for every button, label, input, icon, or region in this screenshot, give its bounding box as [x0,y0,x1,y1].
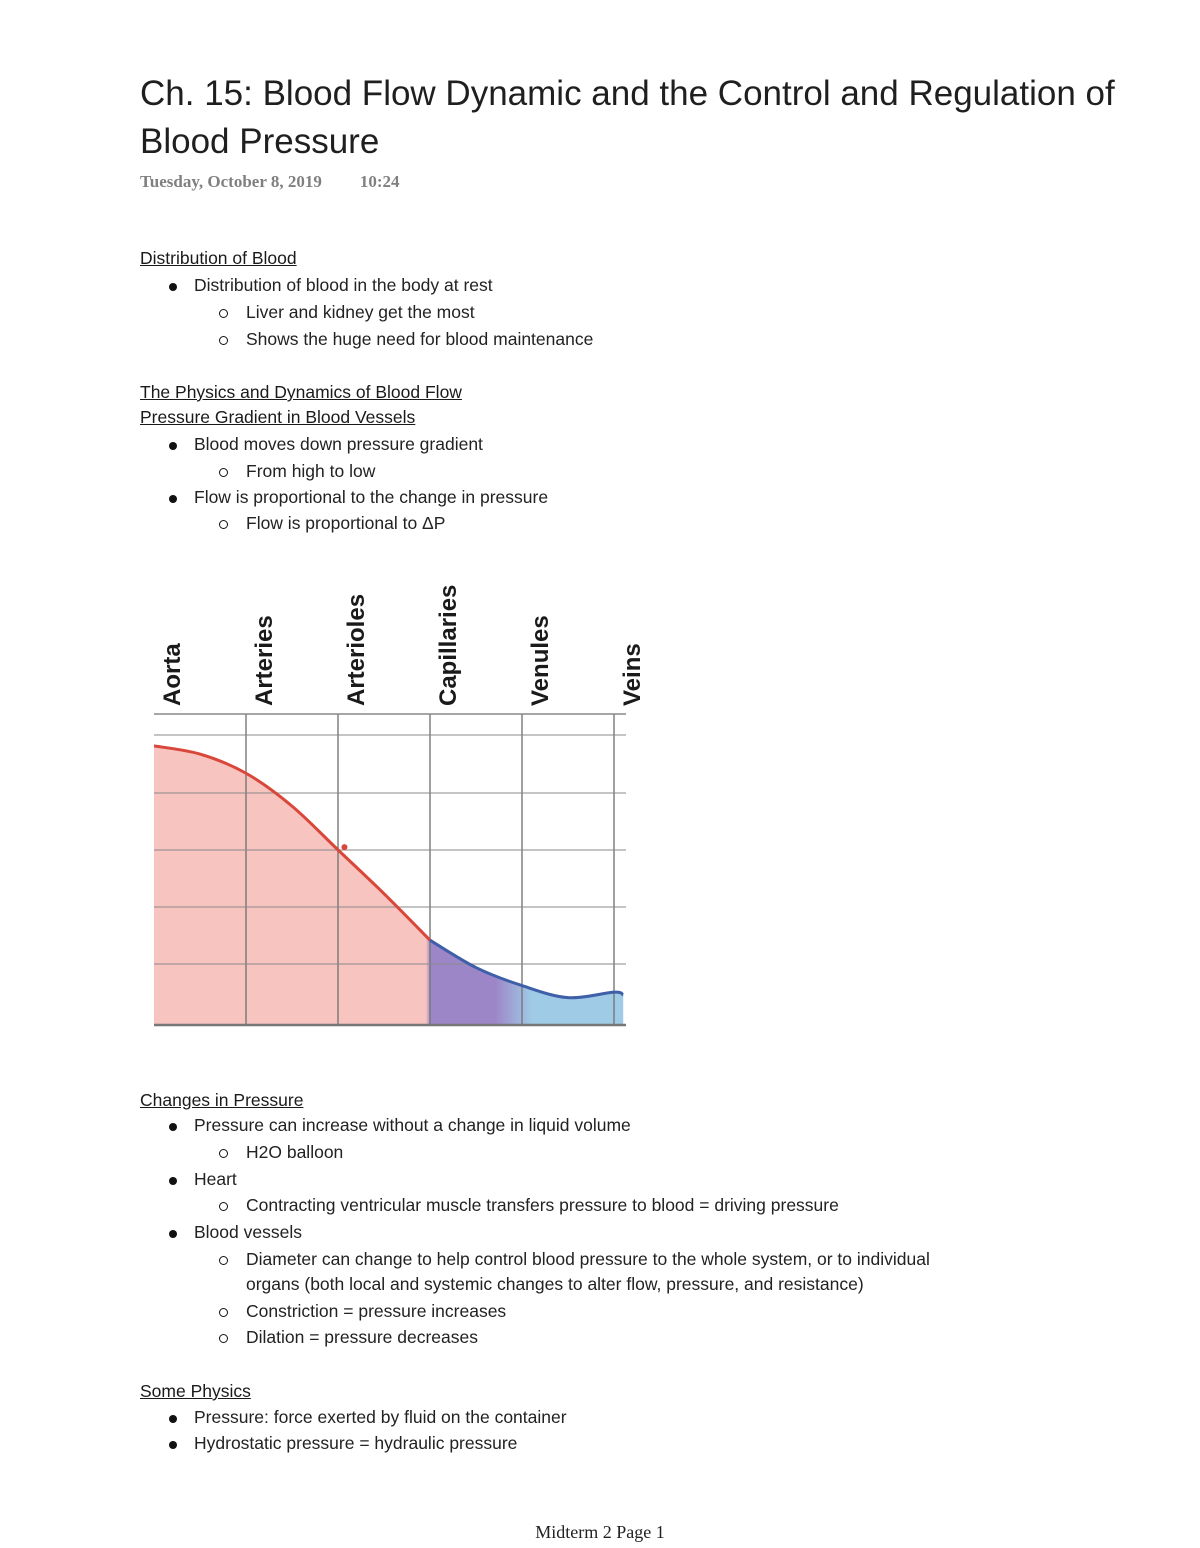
page-footer: Midterm 2 Page 1 [535,1522,665,1542]
hollow-bullet-icon [219,1308,228,1317]
heading-distribution-of-blood: Distribution of Blood [140,248,297,268]
list-item: Dilation = pressure decreases [246,1327,478,1348]
bullet-icon [169,1441,177,1449]
list-item: H2O balloon [246,1142,343,1163]
heading-some-physics: Some Physics [140,1381,251,1401]
category-label-veins: Veins [619,643,646,706]
category-label-arterioles: Arterioles [343,593,370,706]
page-title: Ch. 15: Blood Flow Dynamic and the Control and Regulation of Blood Pressure [140,74,1115,161]
hollow-bullet-icon [219,336,228,345]
list-item: Blood vessels [194,1222,302,1243]
category-label-arteries: Arteries [251,615,278,706]
heading-pressure-gradient: Pressure Gradient in Blood Vessels [140,407,416,427]
list-item: Diameter can change to help control blood pressure to the whole system, or to individual [246,1249,930,1270]
red-dot-marker [341,844,347,850]
hollow-bullet-icon [219,468,228,477]
list-item: From high to low [246,461,375,482]
category-label-capillaries: Capillaries [435,584,462,706]
hollow-bullet-icon [219,520,228,529]
list-item: Shows the huge need for blood maintenance [246,329,593,350]
list-item: Liver and kidney get the most [246,302,475,323]
list-item: Pressure: force exerted by fluid on the container [194,1407,567,1428]
note-date: Tuesday, October 8, 2019 [140,172,322,191]
list-item: Distribution of blood in the body at rest [194,275,493,296]
bullet-icon [169,283,177,291]
heading-physics-dynamics: The Physics and Dynamics of Blood Flow [140,382,462,402]
note-time: 10:24 [359,172,400,191]
bullet-icon [169,442,177,450]
heading-changes-in-pressure: Changes in Pressure [140,1090,304,1110]
bullet-icon [169,1177,177,1185]
list-item: Blood moves down pressure gradient [194,434,483,455]
list-item: Heart [194,1169,237,1190]
hollow-bullet-icon [219,1149,228,1158]
hollow-bullet-icon [219,1334,228,1343]
list-item: Flow is proportional to ΔP [246,513,445,534]
list-item: Hydrostatic pressure = hydraulic pressure [194,1433,517,1454]
list-item-continuation: organs (both local and systemic changes to alter flow, pressure, and resistance) [246,1274,864,1294]
category-label-aorta: Aorta [159,643,186,706]
bullet-icon [169,1123,177,1131]
bullet-icon [169,1415,177,1423]
hollow-bullet-icon [219,1202,228,1211]
bullet-icon [169,495,177,503]
pressure-gradient-chart [140,580,646,1045]
chart-svg [140,580,646,1040]
list-item: Contracting ventricular muscle transfers pressure to blood = driving pressure [246,1195,839,1216]
list-item: Pressure can increase without a change in liquid volume [194,1115,631,1136]
hollow-bullet-icon [219,1256,228,1265]
list-item: Flow is proportional to the change in pressure [194,487,548,508]
bullet-icon [169,1230,177,1238]
hollow-bullet-icon [219,309,228,318]
category-label-venules: Venules [527,615,554,706]
note-timestamp [140,172,400,192]
list-item: Constriction = pressure increases [246,1301,506,1322]
pressure-area [154,746,623,1025]
